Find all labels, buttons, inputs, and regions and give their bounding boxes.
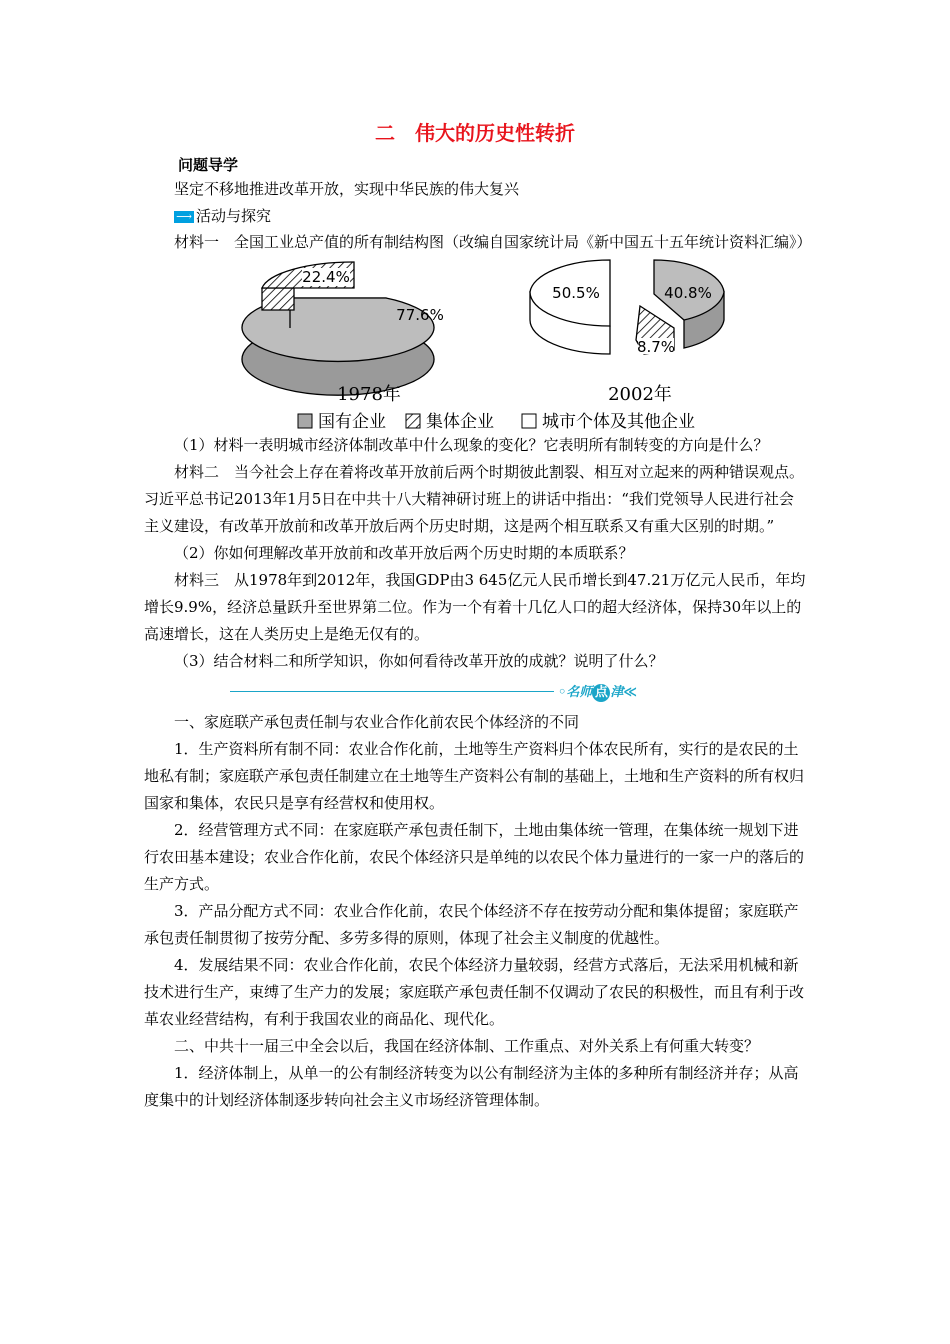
pie-1978 <box>242 262 444 405</box>
section1-item-1: 1．生产资料所有制不同：农业合作化前，土地等生产资料归个体农民所有，实行的是农民的土地私有制；家庭联产承包责任制建立在土地等生产资料公有制的基础上，土地和生产资料的所有权归国家和集体，农民只是享有经营权和使用权。 <box>144 740 805 812</box>
title-number: 二 <box>375 121 395 145</box>
pie-1978-slice-collective-side <box>262 288 294 310</box>
section2-heading: 二、中共十一届三中全会以后，我国在经济体制、工作重点、对外关系上有何重大转变？ <box>174 1037 760 1055</box>
section2-item-1: 1．经济体制上，从单一的公有制经济转变为以公有制经济为主体的多种所有制经济并存；从高度集中的计划经济体制逐步转向社会主义市场经济管理体制。 <box>144 1064 799 1109</box>
teacher-tips-badge: ◦名师 点 津≪ <box>558 685 637 700</box>
badge-prefix: 名师 <box>566 685 593 700</box>
material2-text: 材料二 当今社会上存在着将改革开放前后两个时期彼此割裂、相互对立起来的两种错误观点。习近平总书记2013年1月5日在中共十八大精神研讨班上的讲话中指出：“我们党领导人民进行社会主义建设，有改革开放前和改革开放后两个历史时期，这是两个相互联系又有重大区别的时期。” <box>144 463 805 535</box>
material1-text: 材料一 全国工业总产值的所有制结构图（改编自国家统计局《新中国五十五年统计资料汇编》） <box>174 233 812 251</box>
arrow-icon: ⟶ <box>174 211 194 223</box>
question-1: （1）材料一表明城市经济体制改革中什么现象的变化？它表明所有制转变的方向是什么？ <box>174 436 769 454</box>
section1-item-4: 4．发展结果不同：农业合作化前，农民个体经济力量较弱，经营方式落后，无法采用机械和新技术进行生产，束缚了生产力的发展；家庭联产承包责任制不仅调动了农民的积极性，而且有利于改革农业经营结构，有利于我国农业的商品化、现代化。 <box>144 956 805 1028</box>
pie-2002 <box>530 260 724 405</box>
chart-legend <box>298 411 695 430</box>
badge-circle: 点 <box>592 684 610 702</box>
guide-heading: 问题导学 <box>178 156 239 174</box>
legend-swatch-collective <box>406 414 420 428</box>
guide-line: 坚定不移地推进改革开放，实现中华民族的伟大复兴 <box>174 180 520 198</box>
divider-line <box>230 691 554 692</box>
pie-chart-svg <box>144 258 806 430</box>
pie-1978-label-state: 77.6% <box>396 306 444 324</box>
legend-swatch-other <box>522 414 536 428</box>
legend-label-collective: 集体企业 <box>426 412 494 430</box>
pie-1978-label-collective: 22.4% <box>302 268 350 286</box>
section1-item-2: 2．经营管理方式不同：在家庭联产承包责任制下，土地由集体统一管理，在集体统一规划下进行农田基本建设；农业合作化前，农民个体经济只是单纯的以农民个体力量进行的一家一户的落后的生产方式。 <box>144 821 805 893</box>
question-2: （2）你如何理解改革开放前和改革开放后两个历史时期的本质联系？ <box>174 544 634 562</box>
pie-2002-label-collective: 8.7% <box>636 338 676 356</box>
material3-text: 材料三 从1978年到2012年，我国GDP由3 645亿元人民币增长到47.21万亿元人民币，年均增长9.9%，经济总量跃升至世界第二位。作为一个有着十几亿人口的超大经济体，保持30年以上的高速增长，这在人类历史上是绝无仅有的。 <box>144 571 806 643</box>
pie-1978-year: 1978年 <box>337 384 401 405</box>
badge-suffix: 津 <box>610 685 624 700</box>
legend-label-other: 城市个体及其他企业 <box>542 412 695 430</box>
legend-swatch-state <box>298 414 312 428</box>
pie-2002-label-other: 50.5% <box>552 284 600 302</box>
activity-label: 活动与探究 <box>196 207 272 225</box>
activity-heading <box>174 203 806 229</box>
section-divider <box>144 679 806 705</box>
section1-heading: 一、家庭联产承包责任制与农业合作化前农民个体经济的不同 <box>174 713 580 731</box>
pie-charts <box>144 258 806 430</box>
pie-2002-year: 2002年 <box>608 384 672 405</box>
section1-item-3: 3．产品分配方式不同：农业合作化前，农民个体经济不存在按劳动分配和集体提留；家庭联产承包责任制贯彻了按劳分配、多劳多得的原则，体现了社会主义制度的优越性。 <box>144 902 799 947</box>
document-page <box>144 118 812 1114</box>
page-title <box>144 118 806 148</box>
title-text: 伟大的历史性转折 <box>415 121 575 145</box>
question-3: （3）结合材料二和所学知识，你如何看待改革开放的成就？说明了什么？ <box>174 652 664 670</box>
legend-label-state: 国有企业 <box>318 412 386 430</box>
pie-2002-label-state: 40.8% <box>664 284 712 302</box>
